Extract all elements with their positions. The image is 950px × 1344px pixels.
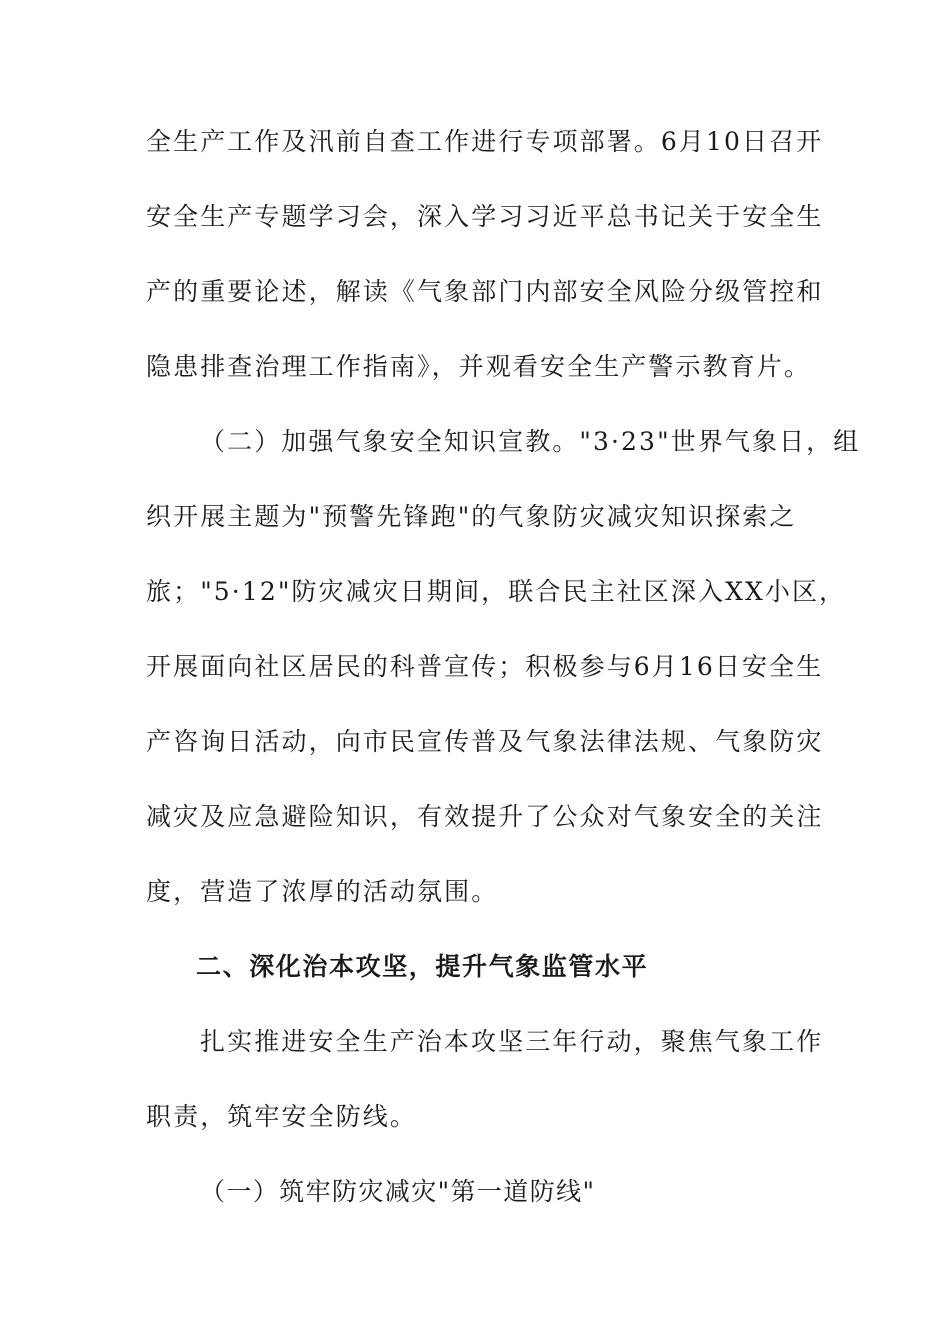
section-heading: 二、深化治本攻坚，提升气象监管水平 xyxy=(196,952,649,981)
paragraph-line: 扎实推进安全生产治本攻坚三年行动，聚焦气象工作 xyxy=(200,1027,824,1056)
paragraph-line: 全生产工作及汛前自查工作进行专项部署。6月10日召开 xyxy=(146,127,824,156)
subsection-paragraph-start: （二）加强气象安全知识宣教。"3·23"世界气象日，组 xyxy=(200,427,861,456)
paragraph-line: 度，营造了浓厚的活动氛围。 xyxy=(146,877,499,906)
paragraph-line: 产的重要论述，解读《气象部门内部安全风险分级管控和 xyxy=(146,277,824,306)
paragraph-line: 旅；"5·12"防灾减灾日期间，联合民主社区深入XX小区， xyxy=(146,577,847,606)
paragraph-line: 减灾及应急避险知识，有效提升了公众对气象安全的关注 xyxy=(146,802,824,831)
paragraph-line: 开展面向社区居民的科普宣传；积极参与6月16日安全生 xyxy=(146,652,824,681)
paragraph-line: 职责，筑牢安全防线。 xyxy=(146,1102,418,1131)
paragraph-line: 产咨询日活动，向市民宣传普及气象法律法规、气象防灾 xyxy=(146,727,824,756)
paragraph-line: 安全生产专题学习会，深入学习习近平总书记关于安全生 xyxy=(146,202,824,231)
paragraph-line: 织开展主题为"预警先锋跑"的气象防灾减灾知识探索之 xyxy=(146,502,797,531)
subsection-heading: （一）筑牢防灾减灾"第一道防线" xyxy=(200,1177,596,1206)
paragraph-line: 隐患排查治理工作指南》，并观看安全生产警示教育片。 xyxy=(146,352,812,381)
